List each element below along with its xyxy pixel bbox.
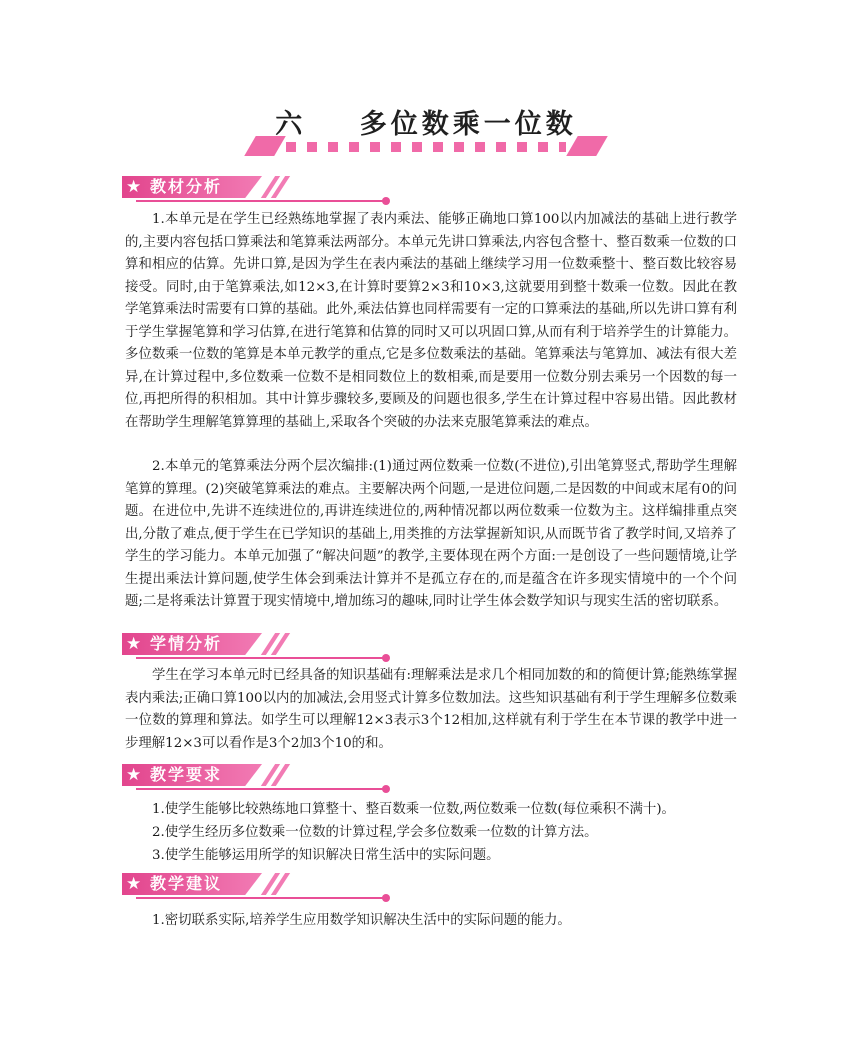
section-title: 学情分析 (150, 634, 223, 653)
paragraph: 2.本单元的笔算乘法分两个层次编排:(1)通过两位数乘一位数(不进位),引出笔算竖式,帮助学生理解笔算的算理。(2)突破笔算乘法的难点。主要解决两个问题,一是进位问题,二是因数的中间或末尾有0的问题。在进位中,先讲不连续进位的,再讲连续进位的,两种情况都以两位数乘一位数为主。这样编排重点突出,分散了难点,便于学生在已学知识的基础上,用类推的方法掌握新知识,从而既节省了教学时间,又培养了学生的学习能力。本单元加强了“解决问题”的教学,主要体现在两个方面:一是创设了一些问题情境,让学生提出乘法计算问题,使学生体会到乘法计算并不是孤立存在的,而是蕴含在许多现实情境中的一个个问题;二是将乘法计算置于现实情境中,增加练习的趣味,同时让学生体会数学知识与现实生活的密切联系。 (125, 459, 737, 609)
chapter-title: 六 多位数乘一位数 (275, 109, 577, 140)
title-decoration-dots (286, 142, 566, 152)
section-header-learning-analysis (122, 633, 392, 663)
list-item: 1.使学生能够比较熟练地口算整十、整百数乘一位数,两位数乘一位数(每位乘积不满十)。 (152, 802, 675, 817)
list-item: 3.使学生能够运用所学的知识解决日常生活中的实际问题。 (152, 848, 500, 863)
section-title: 教学要求 (150, 765, 223, 784)
star-icon: ★ (126, 177, 142, 197)
star-icon: ★ (126, 765, 142, 785)
list-item: 2.使学生经历多位数乘一位数的计算过程,学会多位数乘一位数的计算方法。 (152, 825, 598, 840)
list-item: 1.密切联系实际,培养学生应用数学知识解决生活中的实际问题的能力。 (152, 913, 571, 928)
star-icon: ★ (126, 634, 142, 654)
section-header-textbook-analysis (122, 176, 392, 206)
paragraph: 学生在学习本单元时已经具备的知识基础有:理解乘法是求几个相同加数的和的简便计算;能熟练掌握表内乘法;正确口算100以内的加减法,会用竖式计算多位数加法。这些知识基础有利于学生理解多位数乘一位数的算理和算法。如学生可以理解12×3表示3个12相加,这样就有利于学生在本节课的教学中进一步理解12×3可以看作是3个2加3个10的和。 (125, 668, 737, 751)
section-title: 教学建议 (150, 874, 223, 893)
chapter-title-banner (236, 98, 616, 162)
section-header-teaching-suggestions (122, 873, 392, 903)
section-header-teaching-requirements (122, 764, 392, 794)
paragraph: 1.本单元是在学生已经熟练地掌握了表内乘法、能够正确地口算100以内加减法的基础上进行教学的,主要内容包括口算乘法和笔算乘法两部分。本单元先讲口算乘法,内容包含整十、整百数乘一位数的口算和相应的估算。先讲口算,是因为学生在表内乘法的基础上继续学习用一位数乘整十、整百数比较容易接受。同时,由于笔算乘法,如12×3,在计算时要算2×3和10×3,这就要用到整十数乘一位数。因此在教学笔算乘法时需要有口算的基础。此外,乘法估算也同样需要有一定的口算乘法的基础,所以先讲口算有利于学生掌握笔算和学习估算,在进行笔算和估算的同时又可以巩固口算,从而有利于培养学生的计算能力。多位数乘一位数的笔算是本单元教学的重点,它是多位数乘法的基础。笔算乘法与笔算加、减法有很大差异,在计算过程中,多位数乘一位数不是相同数位上的数相乘,而是要用一位数分别去乘另一个因数的每一位,再把所得的积相加。其中计算步骤较多,要顾及的问题也很多,学生在计算过程中容易出错。因此教材在帮助学生理解笔算算理的基础上,采取各个突破的办法来克服笔算乘法的难点。 (125, 212, 737, 430)
star-icon: ★ (126, 874, 142, 894)
section-title: 教材分析 (150, 177, 223, 196)
